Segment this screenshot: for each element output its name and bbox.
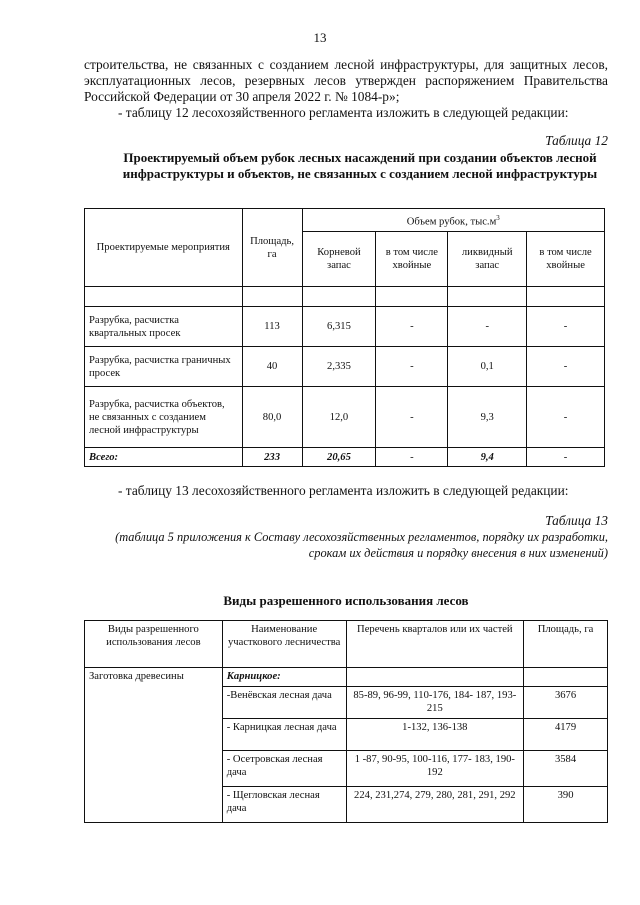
table12-head-measures: Проектируемые мероприятия (85, 209, 243, 287)
table12-head-area: Площадь, га (242, 209, 302, 287)
table-row: - Щегловская лесная дача 224, 231,274, 279, 280, 281, 291, 292 390 (85, 787, 608, 823)
table-row: Разрубка, расчистка объектов, не связанных с созданием лесной инфраструктуры 80,0 12,0 - 9,3 - (85, 387, 605, 448)
table-row: Разрубка, расчистка квартальных просек 113 6,315 - - - (85, 307, 605, 347)
table12-spacer-row (85, 287, 605, 307)
instruction-table13: - таблицу 13 лесохозяйственного регламента изложить в следующей редакции: (118, 483, 569, 498)
table13-forestry-name: Карницкое: (222, 668, 346, 687)
table13-head-name: Наименование участкового лесничества (222, 621, 346, 668)
table-row: -Венёвская лесная дача 85-89, 96-99, 110-176, 184- 187, 193-215 3676 (85, 687, 608, 719)
table-row (85, 668, 608, 687)
table12-head-root-conif: в том числе хвойные (376, 232, 448, 287)
table12-total-row: Всего: 233 20,65 - 9,4 - (85, 448, 605, 467)
table-row: - Карницкая лесная дача 1-132, 136-138 4179 (85, 719, 608, 751)
table13-head-list: Перечень кварталов или их частей (346, 621, 524, 668)
table12 (84, 208, 605, 467)
table12-label: Таблица 12 (545, 133, 608, 148)
table-row: - Осетровская лесная дача 1 -87, 90-95, 100-116, 177- 183, 190- 192 3584 (85, 751, 608, 787)
table12-head-root: Корневой запас (302, 232, 376, 287)
table13-note: (таблица 5 приложения к Составу лесохозяйственных регламентов, порядку их разработки, срокам их действия и порядку внесения в них изменений) (115, 530, 608, 560)
table12-head-volume: Объем рубок, $тыс.м^3$ (302, 209, 604, 232)
table12-title: Проектируемый объем рубок лесных насаждений при создании объектов лесной инфраструктуры и объектов, не связанных с созданием лесной инфраструктуры (122, 150, 598, 181)
table13-head-area: Площадь, га (524, 621, 608, 668)
table13-head-kinds: Виды разрешенного использования лесов (85, 621, 223, 668)
intro-paragraph: строительства, не связанных с созданием лесной инфраструктуры, для защитных лесов, эксплуатационных лесов, резервных лесов утвержден распоряжением Правительства Российской Федерации от 30 апреля 2022 г. № 1084-р»; (84, 57, 608, 104)
table13 (84, 620, 608, 823)
page-number: 13 (313, 30, 327, 45)
table13-use-kind: Заготовка древесины (85, 668, 223, 823)
table13-title: Виды разрешенного использования лесов (223, 593, 469, 608)
instruction-table12: - таблицу 12 лесохозяйственного регламента изложить в следующей редакции: (118, 105, 569, 120)
table-row: Разрубка, расчистка граничных просек 40 2,335 - 0,1 - (85, 347, 605, 387)
table13-label: Таблица 13 (545, 513, 608, 528)
table12-head-liquid-conif: в том числе хвойные (527, 232, 605, 287)
table12-head-liquid: ликвидный запас (448, 232, 527, 287)
